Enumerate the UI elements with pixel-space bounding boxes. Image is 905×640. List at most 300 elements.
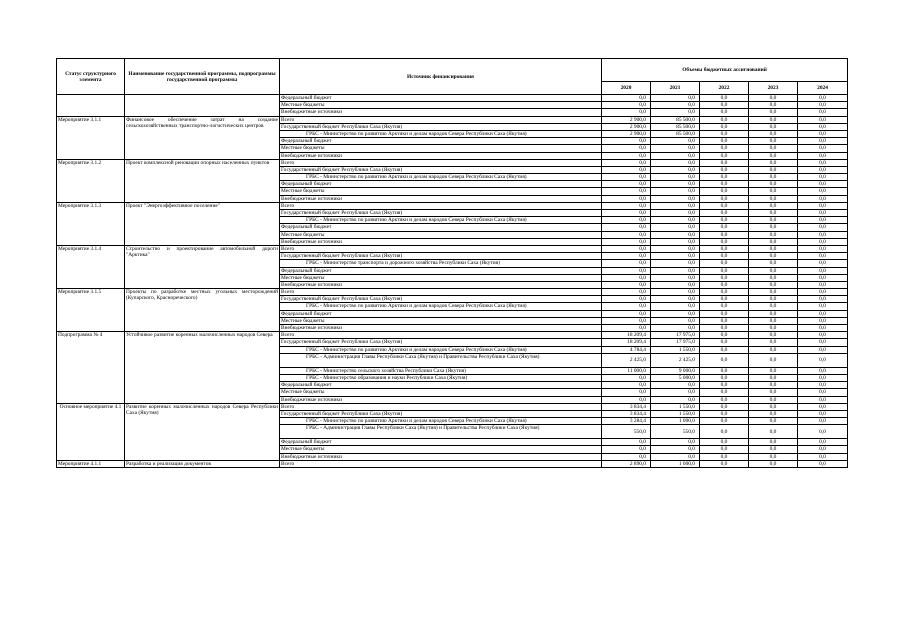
program-name-cell: Разработка и реализация документов bbox=[125, 460, 280, 467]
source-cell: Государственный бюджет Республики Саха (Якутия) bbox=[280, 339, 602, 346]
status-cell: Основное мероприятие 4.1 bbox=[57, 403, 125, 460]
source-cell: Всего bbox=[280, 460, 602, 467]
value-cell: 0,0 bbox=[749, 367, 798, 374]
source-cell: Всего bbox=[280, 202, 602, 209]
source-cell: Федеральный бюджет bbox=[280, 181, 602, 188]
value-cell: 0,0 bbox=[749, 325, 798, 332]
value-cell: 0,0 bbox=[602, 439, 651, 446]
value-cell: 0,0 bbox=[602, 95, 651, 102]
value-cell: 0,0 bbox=[798, 138, 848, 145]
value-cell: 0,0 bbox=[798, 260, 848, 267]
value-cell: 0,0 bbox=[651, 166, 700, 173]
header-volumes: Объемы бюджетных ассигнований bbox=[602, 59, 848, 82]
source-cell: ГРБС - Министерство образования и науки Республики Саха (Якутия) bbox=[280, 374, 602, 381]
value-cell: 0,0 bbox=[749, 95, 798, 102]
table-row bbox=[57, 403, 848, 410]
value-cell: 0,0 bbox=[700, 210, 749, 217]
table-row bbox=[57, 460, 848, 467]
value-cell: 0,0 bbox=[700, 188, 749, 195]
value-cell: 0,0 bbox=[602, 195, 651, 202]
value-cell: 0,0 bbox=[798, 453, 848, 460]
source-cell: ГРБС - Министерство по развитию Арктики и делам народов Севера Республики Саха (Якутия) bbox=[280, 346, 602, 353]
value-cell: 0,0 bbox=[602, 317, 651, 324]
value-cell: 1 550,0 bbox=[651, 410, 700, 417]
value-cell: 0,0 bbox=[700, 260, 749, 267]
value-cell: 0,0 bbox=[798, 95, 848, 102]
value-cell: 0,0 bbox=[651, 231, 700, 238]
value-cell: 0,0 bbox=[700, 339, 749, 346]
value-cell: 0,0 bbox=[651, 195, 700, 202]
value-cell: 0,0 bbox=[651, 325, 700, 332]
source-cell: Местные бюджеты bbox=[280, 389, 602, 396]
value-cell: 3 284,4 bbox=[602, 418, 651, 425]
value-cell: 0,0 bbox=[749, 152, 798, 159]
value-cell: 0,0 bbox=[700, 325, 749, 332]
value-cell: 0,0 bbox=[749, 159, 798, 166]
value-cell: 0,0 bbox=[798, 460, 848, 467]
budget-table bbox=[56, 58, 848, 468]
value-cell: 0,0 bbox=[700, 332, 749, 339]
value-cell: 0,0 bbox=[798, 109, 848, 116]
value-cell: 0,0 bbox=[749, 102, 798, 109]
value-cell: 550,0 bbox=[651, 425, 700, 439]
value-cell: 0,0 bbox=[798, 281, 848, 288]
value-cell: 0,0 bbox=[700, 425, 749, 439]
value-cell: 0,0 bbox=[749, 109, 798, 116]
value-cell: 0,0 bbox=[749, 267, 798, 274]
value-cell: 2 900,0 bbox=[602, 123, 651, 130]
value-cell: 0,0 bbox=[700, 439, 749, 446]
value-cell: 0,0 bbox=[651, 245, 700, 252]
value-cell: 0,0 bbox=[798, 353, 848, 367]
value-cell: 0,0 bbox=[798, 332, 848, 339]
value-cell: 0,0 bbox=[749, 289, 798, 296]
value-cell: 0,0 bbox=[700, 116, 749, 123]
value-cell: 0,0 bbox=[602, 245, 651, 252]
value-cell: 0,0 bbox=[798, 425, 848, 439]
value-cell: 0,0 bbox=[651, 181, 700, 188]
value-cell: 0,0 bbox=[749, 274, 798, 281]
value-cell: 0,0 bbox=[798, 174, 848, 181]
value-cell: 18 209,4 bbox=[602, 339, 651, 346]
value-cell: 2 900,0 bbox=[602, 116, 651, 123]
value-cell: 0,0 bbox=[798, 195, 848, 202]
value-cell: 0,0 bbox=[798, 339, 848, 346]
value-cell: 0,0 bbox=[798, 317, 848, 324]
value-cell: 0,0 bbox=[700, 289, 749, 296]
value-cell: 0,0 bbox=[700, 374, 749, 381]
value-cell: 0,0 bbox=[602, 253, 651, 260]
value-cell: 0,0 bbox=[651, 453, 700, 460]
value-cell: 0,0 bbox=[749, 303, 798, 310]
value-cell: 0,0 bbox=[798, 403, 848, 410]
source-cell: Государственный бюджет Республики Саха (Якутия) bbox=[280, 210, 602, 217]
value-cell: 0,0 bbox=[798, 123, 848, 130]
value-cell: 4 784,4 bbox=[602, 346, 651, 353]
source-cell: Внебюджетные источники bbox=[280, 238, 602, 245]
source-cell: Государственный бюджет Республики Саха (Якутия) bbox=[280, 123, 602, 130]
value-cell: 0,0 bbox=[749, 238, 798, 245]
value-cell: 0,0 bbox=[700, 296, 749, 303]
value-cell: 3 834,4 bbox=[602, 403, 651, 410]
value-cell: 18 209,4 bbox=[602, 332, 651, 339]
source-cell: ГРБС - Министерство по развитию Арктики и делам народов Севера Республики Саха (Якутия) bbox=[280, 130, 602, 137]
source-cell: Местные бюджеты bbox=[280, 317, 602, 324]
value-cell: 0,0 bbox=[700, 159, 749, 166]
value-cell: 550,0 bbox=[602, 425, 651, 439]
value-cell: 0,0 bbox=[798, 289, 848, 296]
value-cell: 0,0 bbox=[798, 202, 848, 209]
source-cell: Внебюджетные источники bbox=[280, 325, 602, 332]
value-cell: 0,0 bbox=[798, 296, 848, 303]
table-row bbox=[57, 332, 848, 339]
value-cell: 0,0 bbox=[798, 267, 848, 274]
source-cell: ГРБС - Министерство по развитию Арктики и делам народов Севера Республики Саха (Якутия) bbox=[280, 418, 602, 425]
value-cell: 0,0 bbox=[749, 138, 798, 145]
value-cell: 0,0 bbox=[700, 224, 749, 231]
value-cell: 0,0 bbox=[749, 310, 798, 317]
source-cell: Федеральный бюджет bbox=[280, 267, 602, 274]
header-year: 2020 bbox=[602, 82, 651, 95]
source-cell: Государственный бюджет Республики Саха (Якутия) bbox=[280, 410, 602, 417]
name-cell-empty bbox=[125, 95, 280, 117]
value-cell: 0,0 bbox=[749, 339, 798, 346]
header-year: 2022 bbox=[700, 82, 749, 95]
header-year: 2024 bbox=[798, 82, 848, 95]
value-cell: 0,0 bbox=[700, 152, 749, 159]
table-row bbox=[57, 245, 848, 252]
value-cell: 11 000,0 bbox=[602, 367, 651, 374]
table-row bbox=[57, 289, 848, 296]
value-cell: 0,0 bbox=[602, 166, 651, 173]
value-cell: 0,0 bbox=[749, 210, 798, 217]
value-cell: 0,0 bbox=[749, 224, 798, 231]
source-cell: Всего bbox=[280, 289, 602, 296]
value-cell: 0,0 bbox=[798, 145, 848, 152]
status-cell: Мероприятие 4.1.1 bbox=[57, 460, 125, 467]
value-cell: 0,0 bbox=[651, 102, 700, 109]
value-cell: 0,0 bbox=[602, 217, 651, 224]
value-cell: 0,0 bbox=[749, 439, 798, 446]
value-cell: 0,0 bbox=[602, 188, 651, 195]
value-cell: 0,0 bbox=[651, 145, 700, 152]
value-cell: 0,0 bbox=[749, 231, 798, 238]
value-cell: 0,0 bbox=[749, 353, 798, 367]
value-cell: 1 550,0 bbox=[651, 346, 700, 353]
value-cell: 0,0 bbox=[602, 260, 651, 267]
header-year: 2023 bbox=[749, 82, 798, 95]
value-cell: 0,0 bbox=[602, 446, 651, 453]
value-cell: 0,0 bbox=[749, 195, 798, 202]
status-cell: Мероприятие 3.1.3 bbox=[57, 202, 125, 245]
value-cell: 0,0 bbox=[602, 396, 651, 403]
source-cell: Внебюджетные источники bbox=[280, 195, 602, 202]
value-cell: 0,0 bbox=[749, 410, 798, 417]
value-cell: 0,0 bbox=[749, 332, 798, 339]
source-cell: Федеральный бюджет bbox=[280, 310, 602, 317]
value-cell: 85 500,0 bbox=[651, 116, 700, 123]
value-cell: 1 000,0 bbox=[651, 460, 700, 467]
value-cell: 0,0 bbox=[651, 289, 700, 296]
header-name: Наименование государственной программы, подпрограммы государственной программы bbox=[125, 59, 280, 95]
value-cell: 0,0 bbox=[651, 238, 700, 245]
source-cell: Всего bbox=[280, 116, 602, 123]
value-cell: 0,0 bbox=[651, 138, 700, 145]
value-cell: 0,0 bbox=[700, 281, 749, 288]
header-year: 2021 bbox=[651, 82, 700, 95]
value-cell: 2 425,0 bbox=[651, 353, 700, 367]
value-cell: 0,0 bbox=[700, 274, 749, 281]
value-cell: 0,0 bbox=[651, 382, 700, 389]
value-cell: 0,0 bbox=[749, 460, 798, 467]
value-cell: 0,0 bbox=[749, 181, 798, 188]
value-cell: 0,0 bbox=[798, 410, 848, 417]
value-cell: 0,0 bbox=[700, 181, 749, 188]
status-cell: Мероприятие 3.1.4 bbox=[57, 245, 125, 288]
value-cell: 0,0 bbox=[798, 382, 848, 389]
source-cell: Местные бюджеты bbox=[280, 274, 602, 281]
value-cell: 2 425,0 bbox=[602, 353, 651, 367]
status-cell: Мероприятие 3.1.1 bbox=[57, 116, 125, 159]
value-cell: 0,0 bbox=[651, 267, 700, 274]
value-cell: 0,0 bbox=[798, 224, 848, 231]
value-cell: 0,0 bbox=[700, 109, 749, 116]
value-cell: 0,0 bbox=[602, 453, 651, 460]
value-cell: 0,0 bbox=[700, 418, 749, 425]
value-cell: 0,0 bbox=[749, 446, 798, 453]
value-cell: 0,0 bbox=[700, 217, 749, 224]
source-cell: Государственный бюджет Республики Саха (Якутия) bbox=[280, 296, 602, 303]
value-cell: 0,0 bbox=[749, 217, 798, 224]
value-cell: 0,0 bbox=[651, 296, 700, 303]
value-cell: 0,0 bbox=[749, 418, 798, 425]
value-cell: 0,0 bbox=[700, 396, 749, 403]
value-cell: 0,0 bbox=[798, 159, 848, 166]
value-cell: 0,0 bbox=[651, 303, 700, 310]
source-cell: Всего bbox=[280, 403, 602, 410]
value-cell: 0,0 bbox=[700, 174, 749, 181]
source-cell: Местные бюджеты bbox=[280, 102, 602, 109]
value-cell: 0,0 bbox=[798, 396, 848, 403]
value-cell: 0,0 bbox=[749, 374, 798, 381]
value-cell: 0,0 bbox=[651, 389, 700, 396]
value-cell: 0,0 bbox=[700, 238, 749, 245]
value-cell: 0,0 bbox=[651, 109, 700, 116]
value-cell: 0,0 bbox=[700, 145, 749, 152]
value-cell: 0,0 bbox=[798, 325, 848, 332]
source-cell: ГРБС - Администрация Главы Республики Саха (Якутия) и Правительства Республики Саха (Якутия) bbox=[280, 353, 602, 367]
value-cell: 0,0 bbox=[749, 296, 798, 303]
value-cell: 0,0 bbox=[700, 367, 749, 374]
value-cell: 0,0 bbox=[700, 310, 749, 317]
status-cell: Мероприятие 3.1.2 bbox=[57, 159, 125, 202]
header-source: Источник финансирования bbox=[280, 59, 602, 95]
value-cell: 0,0 bbox=[749, 202, 798, 209]
value-cell: 0,0 bbox=[651, 260, 700, 267]
value-cell: 0,0 bbox=[798, 152, 848, 159]
value-cell: 0,0 bbox=[798, 310, 848, 317]
value-cell: 9 000,0 bbox=[651, 367, 700, 374]
value-cell: 0,0 bbox=[651, 217, 700, 224]
source-cell: Федеральный бюджет bbox=[280, 95, 602, 102]
source-cell: Внебюджетные источники bbox=[280, 281, 602, 288]
value-cell: 0,0 bbox=[798, 130, 848, 137]
value-cell: 0,0 bbox=[700, 346, 749, 353]
table-row bbox=[57, 159, 848, 166]
program-name-cell: Строительство и проектирование автомобильной дороги "Арктика" bbox=[125, 245, 280, 288]
value-cell: 17 975,0 bbox=[651, 339, 700, 346]
value-cell: 0,0 bbox=[749, 116, 798, 123]
value-cell: 0,0 bbox=[602, 181, 651, 188]
value-cell: 17 975,0 bbox=[651, 332, 700, 339]
value-cell: 0,0 bbox=[651, 396, 700, 403]
value-cell: 0,0 bbox=[798, 231, 848, 238]
source-cell: Всего bbox=[280, 245, 602, 252]
source-cell: Местные бюджеты bbox=[280, 145, 602, 152]
value-cell: 0,0 bbox=[602, 174, 651, 181]
value-cell: 0,0 bbox=[749, 174, 798, 181]
value-cell: 0,0 bbox=[700, 389, 749, 396]
value-cell: 0,0 bbox=[798, 253, 848, 260]
value-cell: 0,0 bbox=[651, 281, 700, 288]
value-cell: 0,0 bbox=[651, 202, 700, 209]
value-cell: 0,0 bbox=[602, 267, 651, 274]
table-row bbox=[57, 116, 848, 123]
value-cell: 0,0 bbox=[798, 181, 848, 188]
value-cell: 3 834,4 bbox=[602, 410, 651, 417]
source-cell: ГРБС - Администрация Главы Республики Саха (Якутия) и Правительства Республики Саха (Якутия) bbox=[280, 425, 602, 439]
source-cell: Всего bbox=[280, 159, 602, 166]
value-cell: 0,0 bbox=[798, 238, 848, 245]
value-cell: 0,0 bbox=[651, 274, 700, 281]
value-cell: 0,0 bbox=[700, 138, 749, 145]
value-cell: 0,0 bbox=[749, 403, 798, 410]
value-cell: 0,0 bbox=[602, 238, 651, 245]
value-cell: 0,0 bbox=[602, 310, 651, 317]
value-cell: 0,0 bbox=[651, 439, 700, 446]
value-cell: 85 500,0 bbox=[651, 130, 700, 137]
value-cell: 0,0 bbox=[749, 453, 798, 460]
source-cell: Внебюджетные источники bbox=[280, 152, 602, 159]
source-cell: Местные бюджеты bbox=[280, 231, 602, 238]
source-cell: ГРБС - Министерство по развитию Арктики и делам народов Севера Республики Саха (Якутия) bbox=[280, 217, 602, 224]
value-cell: 0,0 bbox=[651, 159, 700, 166]
source-cell: ГРБС - Министерство по развитию Арктики и делам народов Севера Республики Саха (Якутия) bbox=[280, 303, 602, 310]
value-cell: 0,0 bbox=[700, 446, 749, 453]
value-cell: 0,0 bbox=[651, 95, 700, 102]
value-cell: 0,0 bbox=[798, 374, 848, 381]
value-cell: 1 000,0 bbox=[651, 418, 700, 425]
value-cell: 0,0 bbox=[749, 389, 798, 396]
value-cell: 0,0 bbox=[700, 267, 749, 274]
status-cell: Подпрограмма № 4 bbox=[57, 332, 125, 404]
value-cell: 0,0 bbox=[749, 245, 798, 252]
value-cell: 0,0 bbox=[700, 453, 749, 460]
value-cell: 0,0 bbox=[651, 253, 700, 260]
source-cell: Всего bbox=[280, 332, 602, 339]
value-cell: 0,0 bbox=[798, 446, 848, 453]
value-cell: 0,0 bbox=[602, 210, 651, 217]
value-cell: 0,0 bbox=[651, 152, 700, 159]
value-cell: 0,0 bbox=[798, 367, 848, 374]
source-cell: Внебюджетные источники bbox=[280, 396, 602, 403]
value-cell: 0,0 bbox=[602, 289, 651, 296]
value-cell: 0,0 bbox=[602, 224, 651, 231]
value-cell: 0,0 bbox=[700, 166, 749, 173]
value-cell: 0,0 bbox=[798, 439, 848, 446]
value-cell: 0,0 bbox=[798, 217, 848, 224]
value-cell: 1 550,0 bbox=[651, 403, 700, 410]
value-cell: 0,0 bbox=[749, 188, 798, 195]
source-cell: Государственный бюджет Республики Саха (Якутия) bbox=[280, 166, 602, 173]
value-cell: 0,0 bbox=[700, 202, 749, 209]
header-status: Статус структурного элемента bbox=[57, 59, 125, 95]
program-name-cell: Проект комплексной реновации опорных населенных пунктов bbox=[125, 159, 280, 202]
value-cell: 0,0 bbox=[602, 303, 651, 310]
table-row bbox=[57, 95, 848, 102]
value-cell: 0,0 bbox=[749, 317, 798, 324]
program-name-cell: Финансовое обеспечение затрат на создание сельскохозяйственных транспортно-логистических центров bbox=[125, 116, 280, 159]
value-cell: 0,0 bbox=[602, 374, 651, 381]
value-cell: 0,0 bbox=[749, 166, 798, 173]
value-cell: 0,0 bbox=[651, 210, 700, 217]
value-cell: 0,0 bbox=[749, 123, 798, 130]
value-cell: 0,0 bbox=[651, 310, 700, 317]
document-page bbox=[56, 58, 847, 468]
value-cell: 0,0 bbox=[651, 188, 700, 195]
value-cell: 0,0 bbox=[798, 303, 848, 310]
value-cell: 0,0 bbox=[700, 303, 749, 310]
value-cell: 0,0 bbox=[602, 281, 651, 288]
value-cell: 0,0 bbox=[798, 102, 848, 109]
value-cell: 5 000,0 bbox=[651, 374, 700, 381]
value-cell: 0,0 bbox=[651, 317, 700, 324]
value-cell: 0,0 bbox=[651, 224, 700, 231]
value-cell: 0,0 bbox=[700, 403, 749, 410]
value-cell: 0,0 bbox=[798, 418, 848, 425]
source-cell: Федеральный бюджет bbox=[280, 224, 602, 231]
value-cell: 0,0 bbox=[749, 425, 798, 439]
value-cell: 0,0 bbox=[798, 245, 848, 252]
source-cell: Государственный бюджет Республики Саха (Якутия) bbox=[280, 253, 602, 260]
value-cell: 0,0 bbox=[602, 138, 651, 145]
value-cell: 0,0 bbox=[700, 102, 749, 109]
value-cell: 0,0 bbox=[700, 245, 749, 252]
value-cell: 0,0 bbox=[700, 353, 749, 367]
value-cell: 0,0 bbox=[749, 253, 798, 260]
source-cell: Местные бюджеты bbox=[280, 188, 602, 195]
value-cell: 0,0 bbox=[602, 296, 651, 303]
value-cell: 0,0 bbox=[798, 188, 848, 195]
value-cell: 0,0 bbox=[602, 145, 651, 152]
source-cell: Федеральный бюджет bbox=[280, 439, 602, 446]
value-cell: 0,0 bbox=[602, 382, 651, 389]
value-cell: 0,0 bbox=[749, 346, 798, 353]
value-cell: 0,0 bbox=[700, 95, 749, 102]
value-cell: 0,0 bbox=[798, 346, 848, 353]
value-cell: 0,0 bbox=[700, 130, 749, 137]
value-cell: 0,0 bbox=[700, 382, 749, 389]
program-name-cell: Развитие коренных малочисленных народов Севера Республики Саха (Якутия) bbox=[125, 403, 280, 460]
value-cell: 0,0 bbox=[749, 260, 798, 267]
value-cell: 0,0 bbox=[602, 389, 651, 396]
value-cell: 0,0 bbox=[602, 152, 651, 159]
source-cell: Местные бюджеты bbox=[280, 446, 602, 453]
value-cell: 0,0 bbox=[798, 389, 848, 396]
value-cell: 2 890,0 bbox=[602, 460, 651, 467]
value-cell: 0,0 bbox=[700, 460, 749, 467]
value-cell: 0,0 bbox=[602, 231, 651, 238]
